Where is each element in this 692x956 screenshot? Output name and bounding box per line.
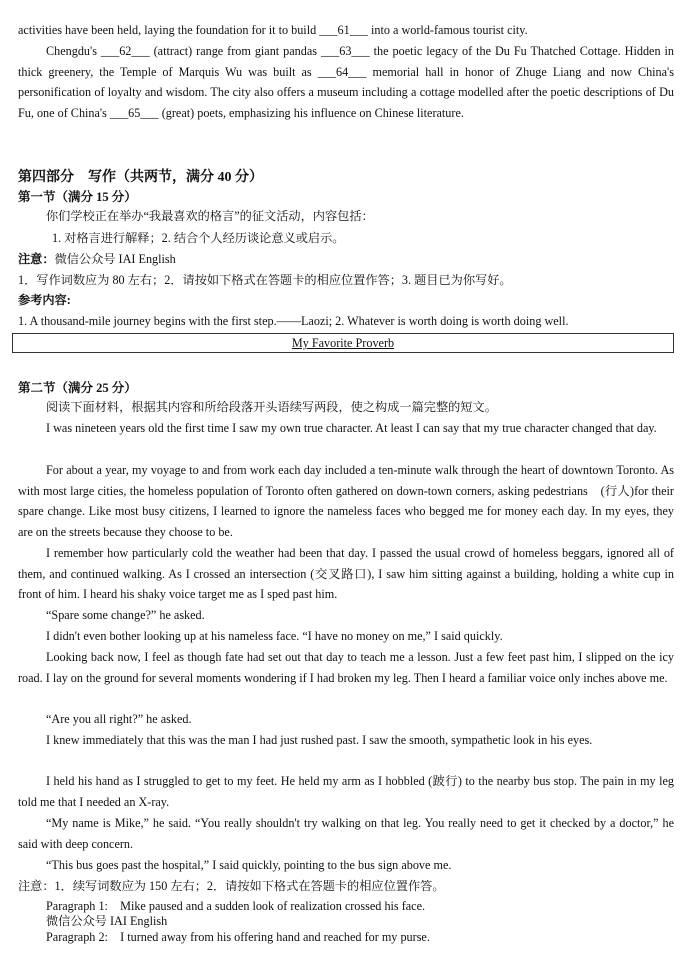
note-label: 注意： [18,252,55,266]
answer-title-box [12,333,674,353]
part4-heading: 第四部分 写作（共两节，满分 40 分） [18,170,263,185]
story-paragraph: I held his hand as I struggled to get to my feet. He held my arm as I hobbled (跛行) to the nearby bus stop. The pain in my leg told me that I needed an X-ray. [18,774,674,809]
paragraph1-opening: Paragraph 1: Mike paused and a sudden look of realization crossed his face. [46,899,426,913]
section2-intro: 阅读下面材料，根据其内容和所给段落开头语续写两段，使之构成一篇完整的短文。 [46,400,497,414]
passage-line: activities have been held, laying the foundation for it to build ___61___ into a world-famous tourist city. [18,23,528,37]
answer-title: My Favorite Proverb [291,336,395,350]
story-paragraph: I was nineteen years old the first time I saw my own true character. At least I can say that my true character changed that day. [46,421,657,435]
section1-requirements: 1．写作词数应为 80 左右；2．请按如下格式在答题卡的相应位置作答；3. 题目已为你写好。 [18,273,512,287]
section1-note [18,249,176,269]
section1-intro: 你们学校正在举办“我最喜欢的格言”的征文活动，内容包括： [46,209,374,223]
story-paragraph: Looking back now, I feel as though fate had set out that day to teach me a lesson. Just a few feet past him, I slipped on the icy road. I lay on the ground for several moments wondering if I had broken my leg. Then I heard a familiar voice only inches above me. [18,650,674,685]
story-paragraph: “Spare some change?” he asked. [46,608,205,622]
section1-heading: 第一节（满分 15 分） [18,190,137,204]
story-paragraph: I knew immediately that this was the man I had just rushed past. I saw the smooth, sympathetic look in his eyes. [46,733,593,747]
section2-note: 注意：1．续写词数应为 150 左右；2．请按如下格式在答题卡的相应位置作答。 [18,879,445,893]
reference-label: 参考内容: [18,293,71,307]
section1-points: 1. 对格言进行解释；2. 结合个人经历谈论意义或启示。 [52,231,345,245]
paragraph2-opening: Paragraph 2: I turned away from his offering hand and reached for my purse. [46,930,430,944]
story-paragraph: “Are you all right?” he asked. [46,712,192,726]
story-paragraph: I didn't even bother looking up at his nameless face. “I have no money on me,” I said quickly. [46,629,503,643]
story-paragraph: For about a year, my voyage to and from work each day included a ten-minute walk through the heart of downtown Toronto. As with most large cities, the homeless population of Toronto often gathered on down-town corners, asking pedestrians (行人)for their spare change. Like most busy citizens, I learned to ignore the nameless faces who begged me for money each day. In my eyes, they are on the streets because they choose to be. [18,463,674,540]
story-paragraph: “My name is Mike,” he said. “You really shouldn't try walking on that leg. You really need to get it checked by a doctor,” he said with deep concern. [18,816,674,851]
story-paragraph: I remember how particularly cold the weather had been that day. I passed the usual crowd of homeless beggars, ignored all of them, and continued walking. As I crossed an intersection (交叉路口), I saw him sitting against a building, holding a white cup in front of him. I heard his shaky voice target me as I sped past him. [18,546,674,602]
story-paragraph: “This bus goes past the hospital,” I said quickly, pointing to the bus sign above me. [46,858,452,872]
section2-heading: 第二节（满分 25 分） [18,381,137,395]
passage-paragraph: Chengdu's ___62___ (attract) range from giant pandas ___63___ the poetic legacy of the Du Fu Thatched Cottage. Hidden in thick greenery, the Temple of Marquis Wu was built as ___64___ memorial hall in honor of Zhuge Liang and now China's personification of loyalty and wisdom. The city also offers a museum including a cottage modelled after the poetic descriptions of Du Fu, one of China's ___65___ (great) poets, emphasizing his influence on Chinese literature. [18,44,674,121]
watermark-text: 微信公众号 IAI English [46,914,168,928]
reference-text: 1. A thousand-mile journey begins with the first step.——Laozi; 2. Whatever is worth doing is worth doing well. [18,314,569,328]
note-text: 微信公众号 IAI English [54,252,176,266]
